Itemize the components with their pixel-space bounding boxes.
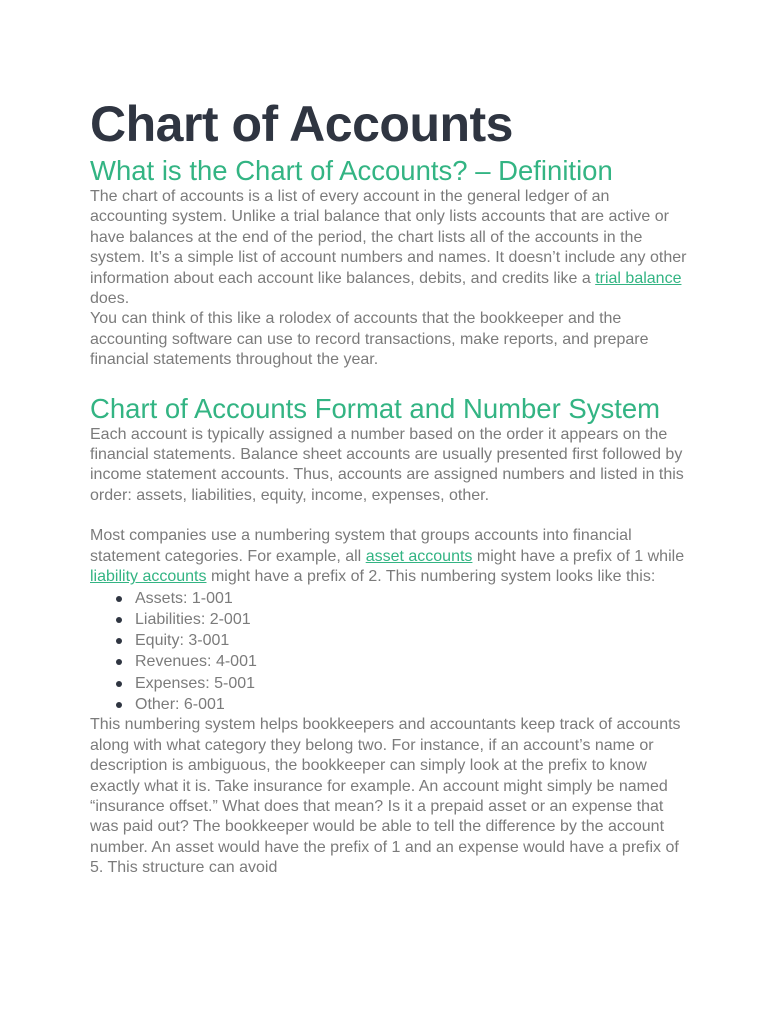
list-item [135, 651, 768, 672]
list-item-text: Other: 6-001 [135, 695, 225, 713]
bullet-icon [116, 681, 122, 687]
definition-paragraph-2: You can think of this like a rolodex of accounts that the bookkeeper and the accounting software can use to record transactions, make reports, and prepare financial statements throughout the year. [90, 310, 649, 369]
format-text-b: might have a prefix of 1 while [472, 547, 685, 565]
paragraph-spacer [90, 506, 768, 526]
list-item [135, 673, 768, 694]
format-paragraph-3: This numbering system helps bookkeepers and accountants keep track of accounts along with what category they belong two. For instance, if an account’s name or description is ambiguous, the bookkeeper can simply look at the prefix to know exactly what it is. Take insurance for example. An account might simply be named “insurance offset.” What does that mean? Is it a prepaid asset or an expense that was paid out? The bookkeeper would be able to tell the difference by the account number. An asset would have the prefix of 1 and an expense would have a prefix of 5. This structure can avoid [90, 716, 681, 877]
bullet-icon [116, 617, 122, 623]
list-item-text: Assets: 1-001 [135, 589, 233, 607]
numbering-list [90, 588, 768, 716]
list-item [135, 694, 768, 715]
list-item-text: Equity: 3-001 [135, 632, 230, 650]
bullet-icon [116, 596, 122, 602]
bullet-icon [116, 638, 122, 644]
format-paragraph-2 [90, 526, 690, 587]
list-item-text: Liabilities: 2-001 [135, 610, 251, 628]
section-heading-format: Chart of Accounts Format and Number System [90, 392, 661, 424]
asset-accounts-link[interactable]: asset accounts [365, 547, 473, 565]
liability-accounts-link[interactable]: liability accounts [90, 568, 207, 586]
list-item-text: Revenues: 4-001 [135, 653, 257, 671]
list-item [135, 609, 768, 630]
definition-text-b: does. [90, 290, 130, 308]
list-item-text: Expenses: 5-001 [135, 674, 256, 692]
bullet-icon [116, 659, 122, 665]
list-item [135, 588, 768, 609]
section-heading-definition: What is the Chart of Accounts? – Definition [90, 155, 613, 186]
trial-balance-link[interactable]: trial balance [595, 269, 682, 287]
definition-paragraph-1 [90, 187, 690, 309]
list-item [135, 630, 768, 651]
format-text-a: Most companies use a numbering system that groups accounts into financial statement categories. For example, all [90, 527, 632, 565]
definition-text-a: The chart of accounts is a list of every account in the general ledger of an accounting system. Unlike a trial balance that only lists accounts that are active or have balances at the end of the period, the chart lists all of the accounts in the system. It’s a simple list of account numbers and names. It doesn’t include any other information about each account like balances, debits, and credits like a [90, 188, 687, 287]
page-title: Chart of Accounts [90, 96, 513, 152]
format-text-c: might have a prefix of 2. This numbering system looks like this: [206, 568, 656, 586]
bullet-icon [116, 702, 122, 708]
format-paragraph-1: Each account is typically assigned a number based on the order it appears on the financial statements. Balance sheet accounts are usually presented first followed by income statement accounts. Thus, accounts are assigned numbers and listed in this order: assets, liabilities, equity, income, expenses, other. [90, 425, 684, 504]
